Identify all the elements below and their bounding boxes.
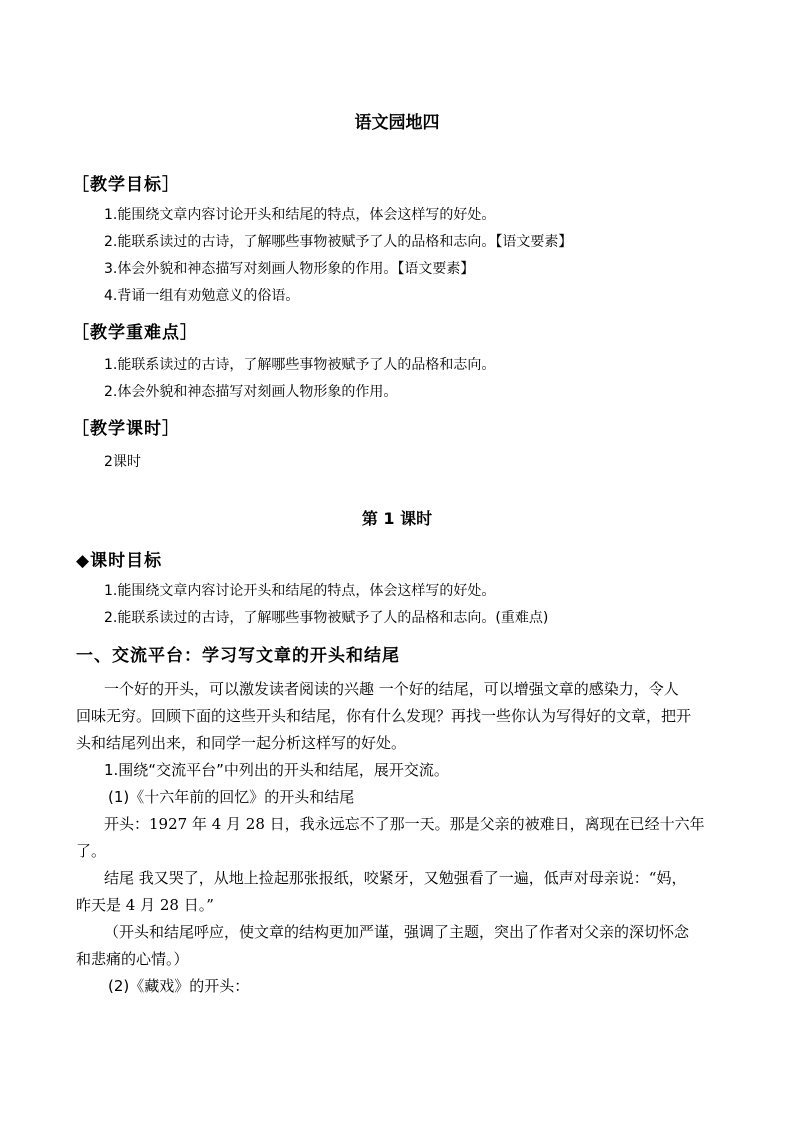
page-title: 语文园地四 [354, 113, 440, 133]
keypoints-heading: ［教学重难点］ [72, 323, 198, 343]
objectives-heading: ［教学目标］ [72, 175, 180, 195]
opening-text: 1927 年 4 月 28 日，我永远忘不了那一天。那是父亲的被难日，离现在已经十六年 [149, 815, 705, 833]
hours-heading: ［教学课时］ [72, 419, 180, 439]
lesson-title: 第 1 课时 [361, 509, 433, 528]
section-heading: 一、交流平台：学习写文章的开头和结尾 [76, 646, 400, 666]
ending-text: 我又哭了，从地上捡起那张报纸，咬紧牙，又勉强看了一遍，低声对母亲说：“妈， [138, 869, 687, 887]
keypoint-item: 2.体会外貌和神态描写对刻画人物形象的作用。 [104, 384, 398, 400]
opening-line [104, 813, 705, 834]
opening-label: 开头： [104, 815, 150, 833]
ending-line-2: 昨天是 4 月 28 日。” [76, 896, 214, 914]
ending-label: 结尾 [104, 869, 135, 887]
ending-line [104, 867, 686, 888]
paragraph-line: 头和结尾列出来，和同学一起分析这样写的好处。 [76, 734, 407, 752]
hours-value: 2课时 [104, 454, 141, 470]
objective-item: 2.能联系读过的古诗，了解哪些事物被赋予了人的品格和志向。【语文要素】 [104, 234, 573, 250]
objective-item: 3.体会外貌和神态描写对刻画人物形象的作用。【语文要素】 [104, 261, 475, 277]
lesson-goal-heading: ◆课时目标 [76, 551, 163, 571]
keypoint-item: 1.能联系读过的古诗，了解哪些事物被赋予了人的品格和志向。 [104, 357, 496, 373]
lesson-goal-item: 1.能围绕文章内容讨论开头和结尾的特点，体会这样写的好处。 [104, 583, 496, 599]
lesson-goal-item: 2.能联系读过的古诗，了解哪些事物被赋予了人的品格和志向。(重难点) [104, 610, 549, 626]
paragraph-line: 回味无穷。回顾下面的这些开头和结尾，你有什么发现？再找一些你认为写得好的文章，把开 [76, 707, 692, 725]
objective-item: 1.能围绕文章内容讨论开头和结尾的特点，体会这样写的好处。 [104, 207, 496, 223]
step-item: 1.围绕“交流平台”中列出的开头和结尾，展开交流。 [104, 761, 449, 779]
sub-item: (2)《藏戏》的开头： [108, 977, 250, 995]
objective-item: 4.背诵一组有劝勉意义的俗语。 [104, 288, 300, 304]
paragraph-line: 一个好的开头，可以激发读者阅读的兴趣 一个好的结尾，可以增强文章的感染力，令人 [104, 680, 679, 698]
comment-line: （开头和结尾呼应，使文章的结构更加严谨，强调了主题，突出了作者对父亲的深切怀念 [104, 923, 690, 941]
sub-item: (1)《十六年前的回忆》的开头和结尾 [108, 788, 355, 806]
opening-line-2: 了。 [76, 842, 107, 860]
comment-line-2: 和悲痛的心情。） [76, 950, 189, 968]
